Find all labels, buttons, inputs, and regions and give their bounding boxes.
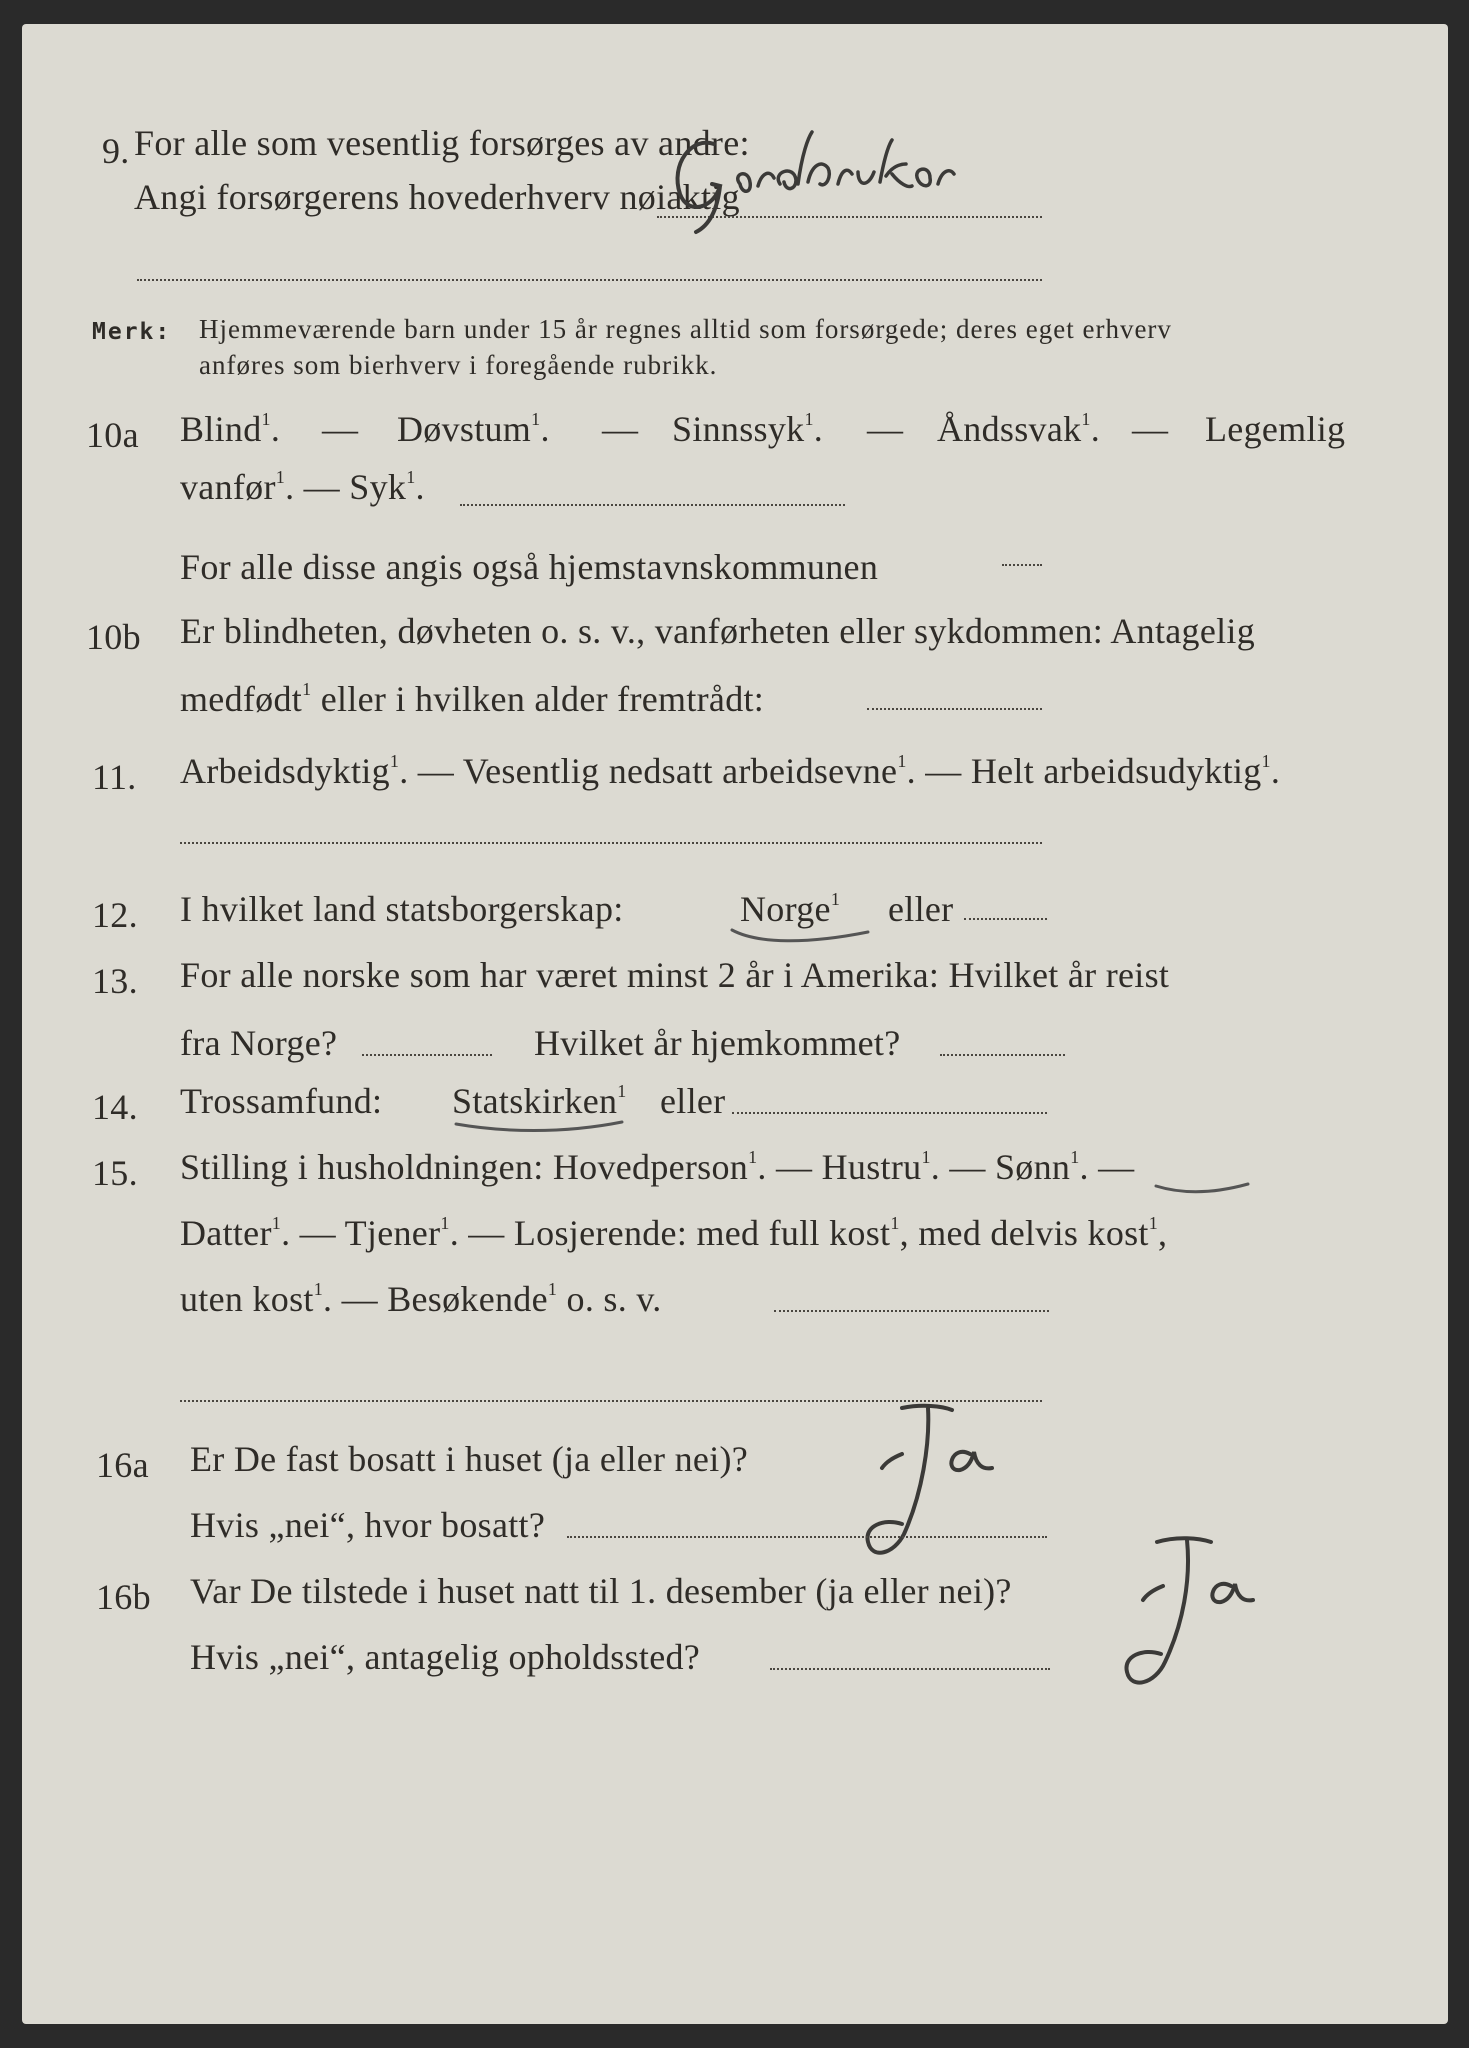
q9-line1: For alle som vesentlig forsørges av andre: (134, 123, 750, 163)
q14-eller: eller (660, 1081, 726, 1121)
q9-divider (137, 279, 1042, 281)
q13-number: 13. (92, 961, 138, 1001)
q9-handwritten-answer (662, 124, 1042, 244)
q10a-dash1: — (322, 409, 359, 449)
q16a-line2: Hvis „nei“, hvor bosatt? (190, 1505, 546, 1545)
q12-norge: Norge$^1$ (740, 888, 841, 929)
q10a-kommune-line (1002, 564, 1042, 566)
q11-line (180, 842, 1042, 844)
q14-number: 14. (92, 1087, 138, 1127)
q11-number: 11. (92, 757, 137, 797)
q10a-dash3: — (867, 409, 904, 449)
q11-text: Arbeidsdyktig$^1$. — Vesentlig nedsatt arbeidsevne$^1$. — Helt arbeidsudyktig$^1$. (180, 750, 1281, 791)
q10b-number: 10b (86, 617, 141, 657)
census-form-page (22, 24, 1448, 2024)
q15-line1: Stilling i husholdningen: Hovedperson$^1$. — Hustru$^1$. — Sønn$^1$. — (180, 1146, 1135, 1187)
q10a-blind: Blind$^1$. (180, 408, 281, 449)
q10a-line3: For alle disse angis også hjemstavnskommunen (180, 547, 879, 587)
q10a-dash4: — (1132, 409, 1169, 449)
q10a-sinnssyk: Sinnssyk$^1$. (672, 408, 824, 449)
q15-line3: uten kost$^1$. — Besøkende$^1$ o. s. v. (180, 1278, 662, 1319)
q14-text: Trossamfund: (180, 1081, 383, 1121)
q10b-alder-line (867, 708, 1042, 710)
q16a-number: 16a (96, 1445, 149, 1485)
q15-line2: Datter$^1$. — Tjener$^1$. — Losjerende: med full kost$^1$, med delvis kost$^1$, (180, 1212, 1168, 1253)
q12-number: 12. (92, 895, 138, 935)
q12-norge-underline (728, 922, 878, 952)
q13-reist-line (362, 1054, 492, 1056)
q9-number: 9. (102, 131, 130, 171)
q12-line (964, 918, 1047, 920)
q10a-dovstum: Døvstum$^1$. (397, 408, 550, 449)
q10a-legemlig: Legemlig (1205, 409, 1346, 449)
q16b-line (770, 1668, 1050, 1670)
q15-line (774, 1310, 1049, 1312)
q16a-handwritten-answer (832, 1394, 1032, 1574)
merk-line2: anføres som bierhverv i foregående rubrikk. (199, 350, 718, 380)
q9-line2: Angi forsørgerens hovederhverv nøiaktig (134, 177, 740, 217)
q14-statskirken-underline (452, 1114, 632, 1144)
q14-statskirken: Statskirken$^1$ (452, 1080, 627, 1121)
q10b-line2: medfødt$^1$ eller i hvilken alder fremtrådt: (180, 678, 765, 719)
q16a-line1: Er De fast bosatt i huset (ja eller nei)? (190, 1439, 749, 1479)
q13-line2b: Hvilket år hjemkommet? (534, 1023, 901, 1063)
q15-sonn-underline (1152, 1178, 1262, 1206)
q12-eller: eller (888, 889, 954, 929)
q16b-line2: Hvis „nei“, antagelig opholdssted? (190, 1637, 701, 1677)
q10a-syk-line (460, 504, 845, 506)
q16b-line1: Var De tilstede i huset natt til 1. desember (ja eller nei)? (190, 1571, 1012, 1611)
q10b-line1: Er blindheten, døvheten o. s. v., vanførheten eller sykdommen: Antagelig (180, 611, 1256, 651)
q10a-vanfor: vanfør$^1$. — Syk$^1$. (180, 466, 425, 507)
q15-number: 15. (92, 1153, 138, 1193)
merk-label: Merk: (92, 319, 172, 345)
q13-hjemkommet-line (940, 1054, 1065, 1056)
q12-text: I hvilket land statsborgerskap: (180, 889, 624, 929)
q10a-andssvak: Åndssvak$^1$. (937, 408, 1101, 449)
merk-line1: Hjemmeværende barn under 15 år regnes alltid som forsørgede; deres eget erhverv (199, 314, 1172, 344)
q13-line2a: fra Norge? (180, 1023, 338, 1063)
q16b-number: 16b (96, 1577, 151, 1617)
q13-line1: For alle norske som har været minst 2 år i Amerika: Hvilket år reist (180, 955, 1170, 995)
q10a-dash2: — (602, 409, 639, 449)
q16a-line (567, 1536, 1047, 1538)
q16b-handwritten-answer (1107, 1524, 1327, 1704)
q14-line (732, 1112, 1047, 1114)
q10a-number: 10a (86, 415, 139, 455)
